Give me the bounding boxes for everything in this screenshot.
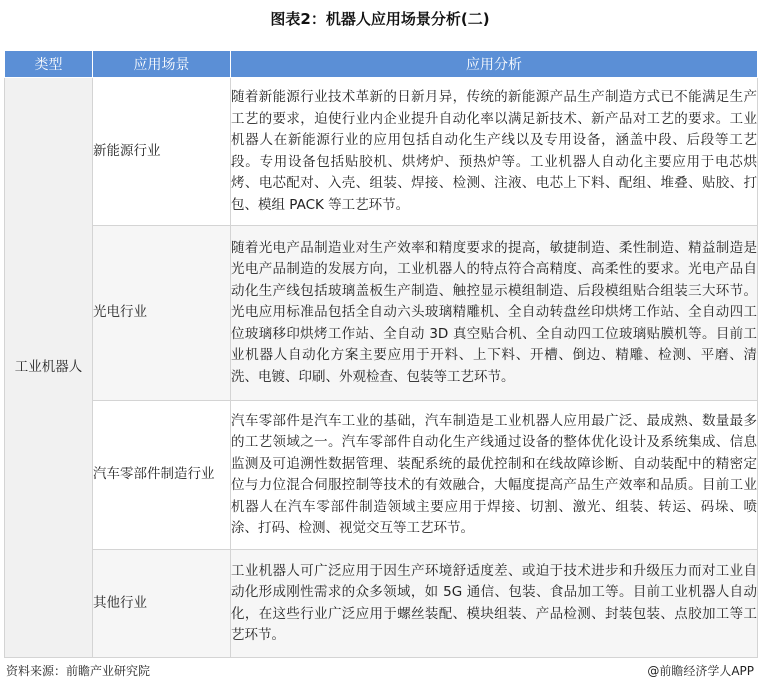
table-row [5,226,758,401]
brand-credit: @前瞻经济学人APP [647,664,754,678]
scene-cell: 汽车零部件制造行业 [93,401,231,550]
analysis-cell: 随着新能源行业技术革新的日新月异，传统的新能源产品生产制造方式已不能满足生产工艺的要求，迫使行业内企业提升自动化率以满足新技术、新产品对工艺的要求。工业机器人在新能源行业的应用包括自动化生产线以及专用设备，涵盖中段、后段等工艺段。专用设备包括贴胶机、烘烤炉、预热炉等。工业机器人自动化主要应用于电芯烘烤、电芯配对、入壳、组装、焊接、检测、注液、电芯上下料、配组、堆叠、贴胶、打包、模组 PACK 等工艺环节。 [231,78,758,226]
analysis-cell: 随着光电产品制造业对生产效率和精度要求的提高，敏捷制造、柔性制造、精益制造是光电产品制造的发展方向，工业机器人的特点符合高精度、高柔性的要求。光电产品自动化生产线包括玻璃盖板生产制造、触控显示模组制造、后段模组贴合组装三大环节。光电应用标准品包括全自动六头玻璃精雕机、全自动转盘丝印烘烤工作站、全自动四工位玻璃移印烘烤工作站、全自动 3D 真空贴合机、全自动四工位玻璃贴膜机等。目前工业机器人自动化方案主要应用于开料、上下料、开槽、倒边、精雕、检测、平磨、清洗、电镀、印刷、外观检查、包装等工艺环节。 [231,226,758,401]
scene-cell: 新能源行业 [93,78,231,226]
header-scene: 应用场景 [93,51,231,78]
table-row [5,401,758,550]
scene-cell: 其他行业 [93,550,231,658]
header-type: 类型 [5,51,93,78]
table-row [5,550,758,658]
type-cell: 工业机器人 [5,78,93,658]
chart-title: 图表2：机器人应用场景分析(二) [270,10,490,28]
table-row [5,78,758,226]
source-note: 资料来源：前瞻产业研究院 [6,664,151,678]
analysis-table [4,50,758,658]
analysis-cell: 工业机器人可广泛应用于因生产环境舒适度差、或迫于技术进步和升级压力而对工业自动化形成刚性需求的众多领域，如 5G 通信、包装、食品加工等。目前工业机器人自动化，在这些行业广泛应用于螺丝装配、模块组装、产品检测、封装包装、点胶加工等工艺环节。 [231,550,758,658]
scene-cell: 光电行业 [93,226,231,401]
analysis-cell: 汽车零部件是汽车工业的基础，汽车制造是工业机器人应用最广泛、最成熟、数量最多的工艺领域之一。汽车零部件自动化生产线通过设备的整体优化设计及系统集成、信息监测及可追溯性数据管理、装配系统的最优控制和在线故障诊断、自动装配中的精密定位与力位混合伺服控制等技术的有效融合，大幅度提高产品生产效率和品质。目前工业机器人在汽车零部件制造领域主要应用于焊接、切割、激光、组装、转运、码垛、喷涂、打码、检测、视觉交互等工艺环节。 [231,401,758,550]
header-analysis: 应用分析 [231,51,758,78]
table-header-row [5,51,758,78]
